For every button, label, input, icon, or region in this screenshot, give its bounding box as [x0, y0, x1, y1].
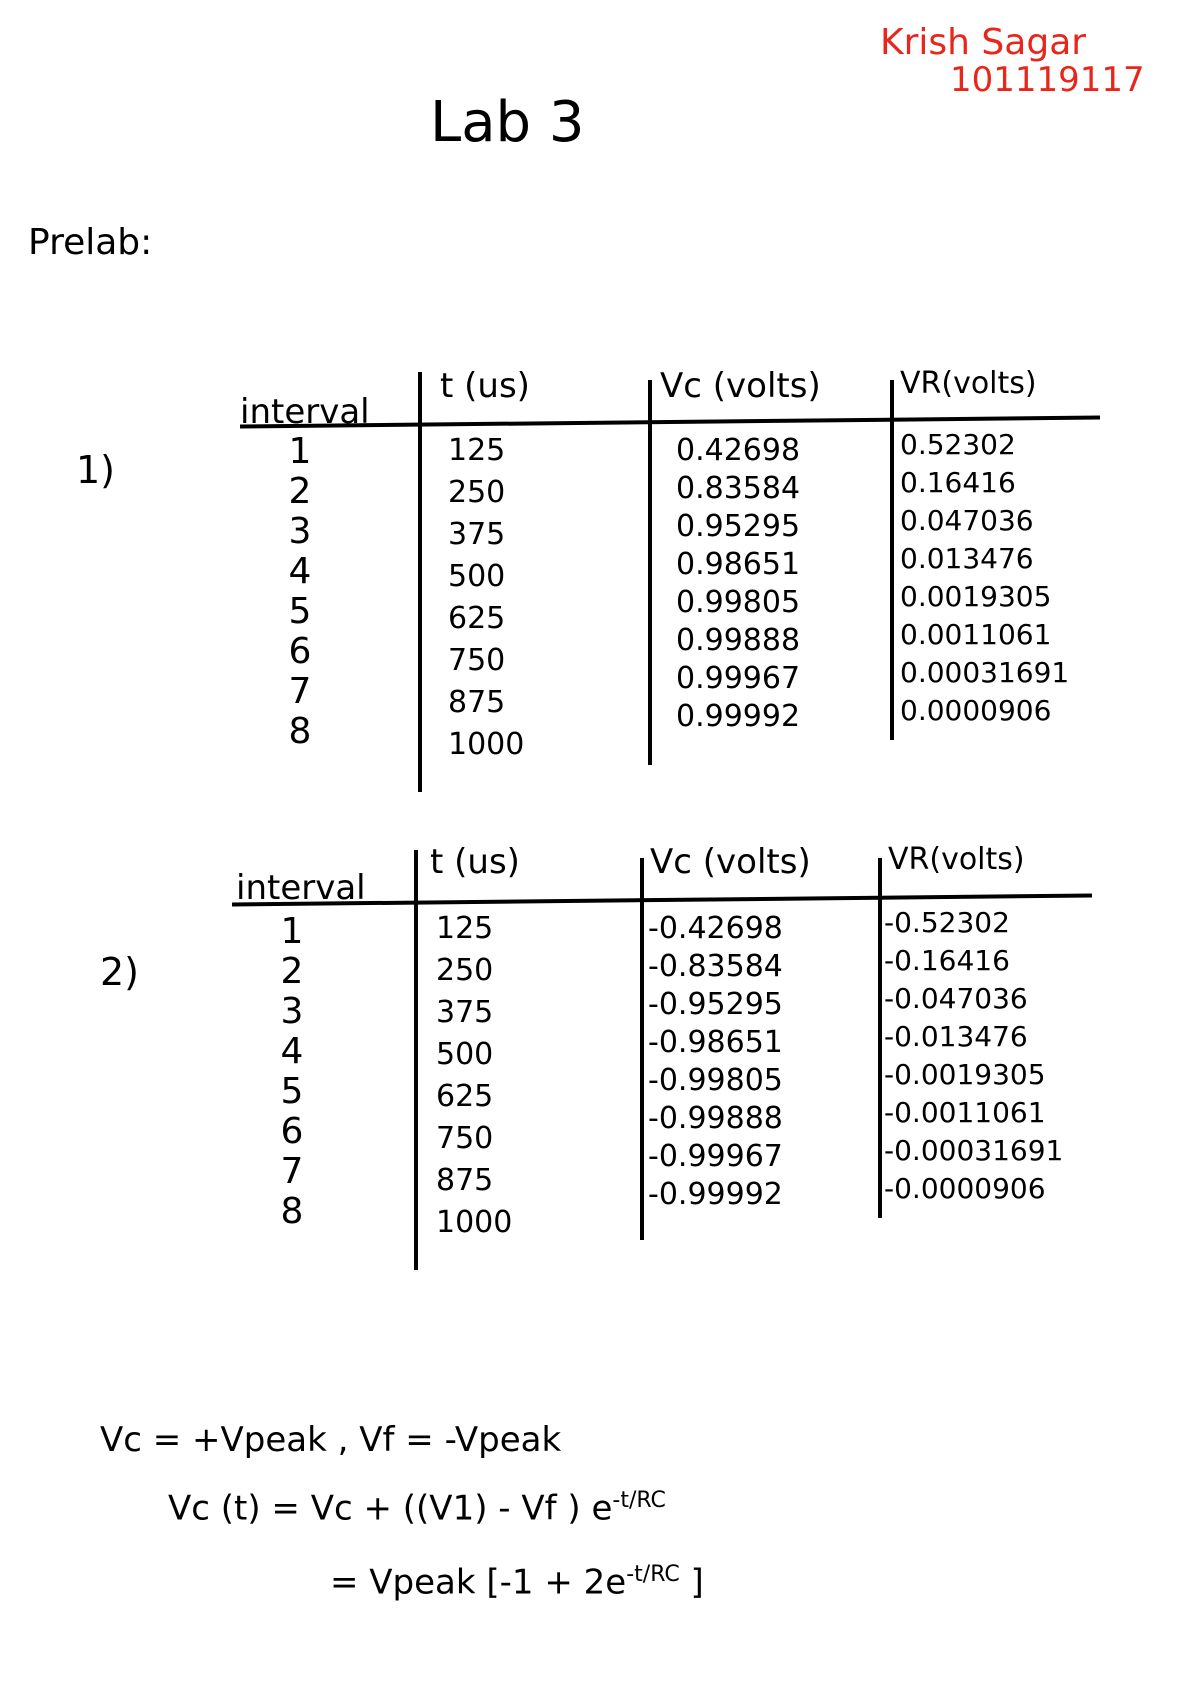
table-cell: 0.0019305	[900, 580, 1052, 613]
column-divider	[414, 850, 418, 1270]
section-heading: Prelab:	[28, 222, 153, 263]
formula-simplified	[330, 1562, 704, 1602]
table-cell: 375	[436, 995, 494, 1030]
table-cell: 125	[436, 911, 494, 946]
table-cell: -0.0011061	[884, 1096, 1046, 1129]
table-cell: 750	[448, 643, 506, 678]
header-vr: VR(volts)	[888, 842, 1025, 877]
table-cell: 6	[288, 631, 312, 672]
column-divider	[418, 372, 422, 792]
table-cell: 0.0000906	[900, 694, 1052, 727]
question-1-label: 1)	[76, 448, 116, 492]
table-cell: -0.0000906	[884, 1172, 1046, 1205]
table-cell: -0.99967	[648, 1139, 783, 1174]
table-cell: 3	[280, 991, 304, 1032]
table-cell: 0.98651	[676, 547, 801, 582]
table-cell: -0.013476	[884, 1020, 1028, 1053]
vr-column	[884, 904, 1114, 1208]
header-interval: interval	[240, 392, 370, 432]
table-cell: 875	[436, 1163, 494, 1198]
table-cell: 7	[280, 1151, 304, 1192]
time-column	[436, 908, 556, 1244]
table-cell: -0.99888	[648, 1101, 783, 1136]
vr-column	[900, 426, 1130, 730]
table-cell: 1	[280, 911, 304, 952]
table-cell: -0.047036	[884, 982, 1028, 1015]
table-cell: 250	[436, 953, 494, 988]
column-divider	[640, 858, 644, 1240]
header-vc: Vc (volts)	[660, 366, 821, 406]
table-cell: 125	[448, 433, 506, 468]
vc-column	[676, 432, 896, 736]
table-cell: 7	[288, 671, 312, 712]
table-cell: 0.00031691	[900, 656, 1070, 689]
table-cell: 3	[288, 511, 312, 552]
header-time: t (us)	[430, 842, 520, 882]
table-cell: 8	[280, 1191, 304, 1232]
table-cell: 500	[448, 559, 506, 594]
table-cell: 0.0011061	[900, 618, 1052, 651]
interval-column	[270, 432, 330, 752]
table-cell: 0.52302	[900, 428, 1016, 461]
time-column	[448, 430, 568, 766]
table-cell: -0.99992	[648, 1177, 783, 1212]
header-vr: VR(volts)	[900, 366, 1037, 401]
header-time: t (us)	[440, 366, 530, 406]
formula-vc-t	[168, 1488, 666, 1528]
student-id: 101119117	[950, 60, 1145, 100]
table-cell: 0.99992	[676, 699, 801, 734]
table-cell: 4	[288, 551, 312, 592]
table-cell: 750	[436, 1121, 494, 1156]
table-cell: 250	[448, 475, 506, 510]
interval-column	[262, 912, 322, 1232]
formula-main: = Vpeak [-1 + 2e	[330, 1562, 627, 1603]
table-cell: -0.00031691	[884, 1134, 1064, 1167]
table-cell: 0.95295	[676, 509, 801, 544]
table-cell: 5	[288, 591, 312, 632]
table-cell: 4	[280, 1031, 304, 1072]
table-cell: 2	[280, 951, 304, 992]
formula-close: ]	[679, 1562, 704, 1603]
table-cell: -0.42698	[648, 911, 783, 946]
table-cell: 6	[280, 1111, 304, 1152]
formula-initial-final: Vc = +Vpeak , Vf = -Vpeak	[100, 1420, 562, 1460]
table-cell: 5	[280, 1071, 304, 1112]
formula-exponent: -t/RC	[626, 1562, 680, 1587]
table-cell: 875	[448, 685, 506, 720]
table-cell: 0.99888	[676, 623, 801, 658]
header-interval: interval	[236, 868, 366, 908]
column-divider	[648, 380, 652, 765]
table-cell: 1000	[448, 727, 525, 762]
header-vc: Vc (volts)	[650, 842, 811, 882]
formula-exponent: -t/RC	[612, 1488, 666, 1513]
formula-main: Vc (t) = Vc + ((V1) - Vf ) e	[168, 1488, 613, 1529]
vc-column	[648, 910, 868, 1214]
table-cell: -0.83584	[648, 949, 783, 984]
table-cell: 625	[448, 601, 506, 636]
table-cell: 0.013476	[900, 542, 1034, 575]
table-cell: 2	[288, 471, 312, 512]
table-cell: 1000	[436, 1205, 513, 1240]
table-cell: 0.047036	[900, 504, 1034, 537]
table-cell: 1	[288, 431, 312, 472]
column-divider	[878, 858, 882, 1218]
question-2-label: 2)	[100, 950, 140, 994]
page-title: Lab 3	[430, 90, 585, 155]
table-cell: 0.99805	[676, 585, 801, 620]
table-cell: 0.42698	[676, 433, 801, 468]
table-cell: 0.83584	[676, 471, 801, 506]
table-cell: -0.98651	[648, 1025, 783, 1060]
table-cell: -0.16416	[884, 944, 1010, 977]
table-cell: 0.16416	[900, 466, 1016, 499]
table-cell: 625	[436, 1079, 494, 1114]
table-cell: 500	[436, 1037, 494, 1072]
table-cell: 0.99967	[676, 661, 801, 696]
table-cell: 375	[448, 517, 506, 552]
table-cell: -0.52302	[884, 906, 1010, 939]
author-name: Krish Sagar	[880, 22, 1087, 63]
table-cell: -0.99805	[648, 1063, 783, 1098]
table-cell: -0.95295	[648, 987, 783, 1022]
table-cell: -0.0019305	[884, 1058, 1046, 1091]
table-cell: 8	[288, 711, 312, 752]
